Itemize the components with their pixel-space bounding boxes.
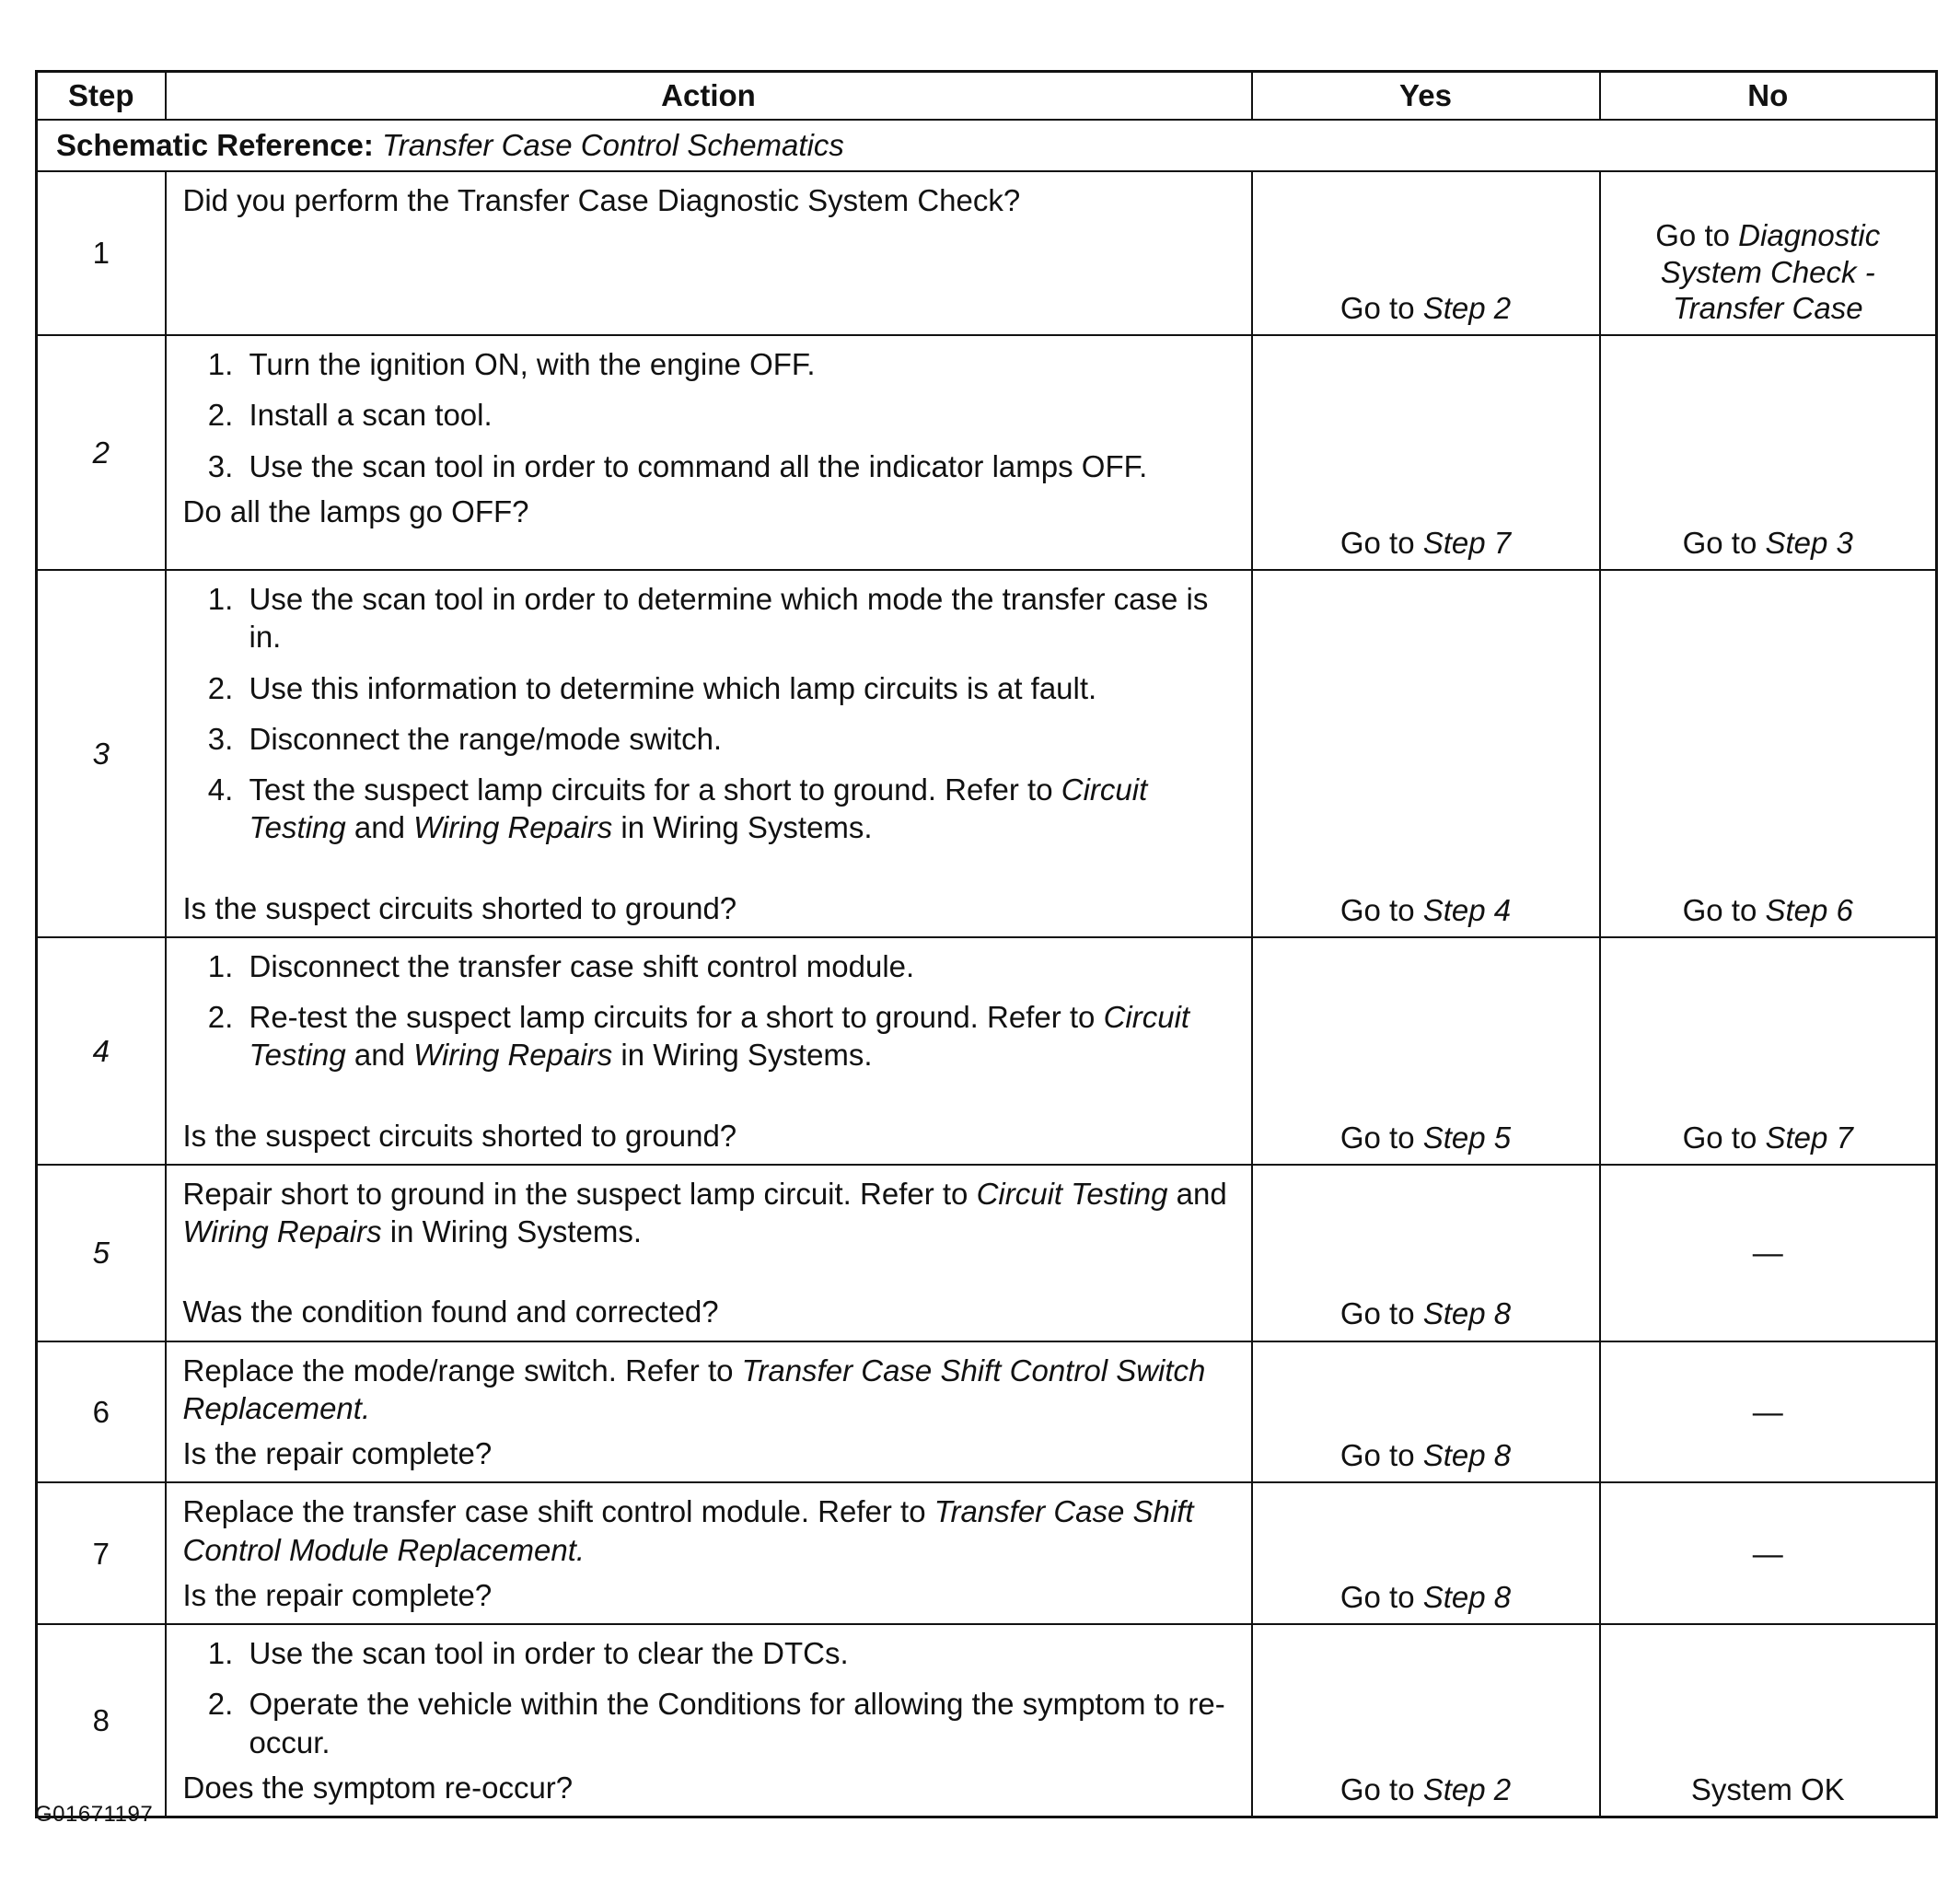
circuit-testing-link[interactable]: Circuit Testing <box>249 772 1148 845</box>
yes-step-link[interactable]: Step 8 <box>1422 1438 1512 1472</box>
yes-cell: Go to Step 2 <box>1252 171 1600 335</box>
header-step: Step <box>37 72 166 121</box>
yes-cell: Go to Step 8 <box>1252 1165 1600 1341</box>
yes-cell: Go to Step 4 <box>1252 570 1600 937</box>
no-step-link[interactable]: Step 3 <box>1765 525 1853 560</box>
module-replacement-link[interactable]: Transfer Case Shift Control Module Replacement. <box>182 1494 1194 1567</box>
step-number: 1 <box>37 171 166 335</box>
step-number: 2 <box>37 335 166 570</box>
yes-step-link[interactable]: Step 5 <box>1422 1120 1512 1155</box>
action-question: Is the suspect circuits shorted to ground? <box>182 1118 737 1153</box>
table-row <box>37 335 1937 570</box>
header-row <box>37 72 1937 121</box>
list-item: 3. Use the scan tool in order to command all the indicator lamps OFF. <box>242 447 1236 485</box>
action-list <box>183 1634 1236 1761</box>
action-question: Do all the lamps go OFF? <box>182 493 529 528</box>
yes-step-link[interactable]: Step 4 <box>1422 892 1512 927</box>
yes-step-link[interactable]: Step 2 <box>1422 1771 1512 1806</box>
action-cell <box>166 570 1252 937</box>
table-row <box>37 1341 1937 1483</box>
list-item: 1. Use the scan tool in order to clear the DTCs. <box>242 1634 1236 1672</box>
action-list <box>183 947 1236 1074</box>
no-step-link[interactable]: Step 6 <box>1765 892 1853 927</box>
action-question: Is the suspect circuits shorted to ground? <box>182 890 737 925</box>
action-question: Did you perform the Transfer Case Diagnostic System Check? <box>182 183 1021 217</box>
schematic-reference-row <box>37 120 1937 171</box>
wiring-repairs-link[interactable]: Wiring Repairs <box>413 1038 613 1073</box>
step-number: 8 <box>37 1624 166 1817</box>
circuit-testing-link[interactable]: Circuit Testing <box>249 1000 1190 1073</box>
yes-cell: Go to Step 8 <box>1252 1482 1600 1624</box>
action-list <box>183 345 1236 485</box>
header-action: Action <box>166 72 1252 121</box>
no-link-diagnostic[interactable]: Diagnostic <box>1738 218 1881 253</box>
action-question: Is the repair complete? <box>182 1577 493 1612</box>
circuit-testing-link[interactable]: Circuit Testing <box>976 1176 1168 1211</box>
table-row <box>37 937 1937 1165</box>
list-item: 2. Use this information to determine which lamp circuits is at fault. <box>242 669 1236 707</box>
no-cell: System OK <box>1600 1624 1937 1817</box>
step-number: 5 <box>37 1165 166 1341</box>
no-cell: — <box>1600 1482 1937 1624</box>
schematic-label: Schematic Reference: <box>56 128 374 163</box>
action-cell <box>166 171 1252 335</box>
no-cell: Go to Diagnostic System Check - Transfer Case <box>1600 171 1937 335</box>
step-number: 7 <box>37 1482 166 1624</box>
diagnostic-table <box>35 70 1938 1818</box>
no-cell: — <box>1600 1165 1937 1341</box>
action-question: Does the symptom re-occur? <box>182 1770 574 1805</box>
list-item: 2. Re-test the suspect lamp circuits for a short to ground. Refer to Circuit Testing and Wiring Repairs in Wiring Systems. <box>242 998 1236 1074</box>
wiring-repairs-link[interactable]: Wiring Repairs <box>413 810 613 845</box>
yes-cell: Go to Step 8 <box>1252 1341 1600 1483</box>
table-row <box>37 171 1937 335</box>
figure-code: G01671197 <box>35 1802 154 1827</box>
header-no: No <box>1600 72 1937 121</box>
no-step-link[interactable]: Step 7 <box>1765 1120 1853 1155</box>
action-question: Is the repair complete? <box>182 1436 493 1470</box>
header-yes: Yes <box>1252 72 1600 121</box>
switch-replacement-link[interactable]: Transfer Case Shift Control Switch Replacement. <box>182 1353 1206 1425</box>
list-item: 4. Test the suspect lamp circuits for a short to ground. Refer to Circuit Testing and Wiring Repairs in Wiring Systems. <box>242 771 1236 847</box>
action-question: Was the condition found and corrected? <box>182 1295 719 1329</box>
action-cell: Replace the transfer case shift control module. Refer to Transfer Case Shift Control Module Replacement. Is the repair complete? <box>166 1482 1252 1624</box>
list-item: 1. Use the scan tool in order to determine which mode the transfer case is in. <box>242 580 1236 656</box>
yes-step-link[interactable]: Step 2 <box>1422 290 1512 325</box>
action-cell: Repair short to ground in the suspect lamp circuit. Refer to Circuit Testing and Wiring Repairs in Wiring Systems. Was the condition found and corrected? <box>166 1165 1252 1341</box>
step-number: 6 <box>37 1341 166 1483</box>
action-list <box>183 580 1236 847</box>
yes-step-link[interactable]: Step 8 <box>1422 1579 1512 1614</box>
yes-step-link[interactable]: Step 8 <box>1422 1296 1512 1331</box>
yes-cell: Go to Step 5 <box>1252 937 1600 1165</box>
yes-step-link[interactable]: Step 7 <box>1422 525 1512 560</box>
wiring-repairs-link[interactable]: Wiring Repairs <box>182 1214 382 1248</box>
step-number: 4 <box>37 937 166 1165</box>
list-item: 1. Turn the ignition ON, with the engine OFF. <box>242 345 1236 383</box>
list-item: 2. Install a scan tool. <box>242 396 1236 434</box>
no-cell: Go to Step 6 <box>1600 570 1937 937</box>
table-row <box>37 1624 1937 1817</box>
yes-cell: Go to Step 7 <box>1252 335 1600 570</box>
action-cell <box>166 335 1252 570</box>
action-cell <box>166 1624 1252 1817</box>
no-cell: Go to Step 3 <box>1600 335 1937 570</box>
action-cell: Replace the mode/range switch. Refer to Transfer Case Shift Control Switch Replacement. Is the repair complete? <box>166 1341 1252 1483</box>
table-row <box>37 1482 1937 1624</box>
list-item: 3. Disconnect the range/mode switch. <box>242 720 1236 758</box>
table-row <box>37 570 1937 937</box>
no-cell: — <box>1600 1341 1937 1483</box>
yes-cell: Go to Step 2 <box>1252 1624 1600 1817</box>
list-item: 1. Disconnect the transfer case shift control module. <box>242 947 1236 985</box>
table-row <box>37 1165 1937 1341</box>
no-cell: Go to Step 7 <box>1600 937 1937 1165</box>
step-number: 3 <box>37 570 166 937</box>
schematic-link[interactable]: Transfer Case Control Schematics <box>382 128 844 163</box>
list-item: 2. Operate the vehicle within the Conditions for allowing the symptom to re-occur. <box>242 1685 1236 1761</box>
action-cell <box>166 937 1252 1165</box>
